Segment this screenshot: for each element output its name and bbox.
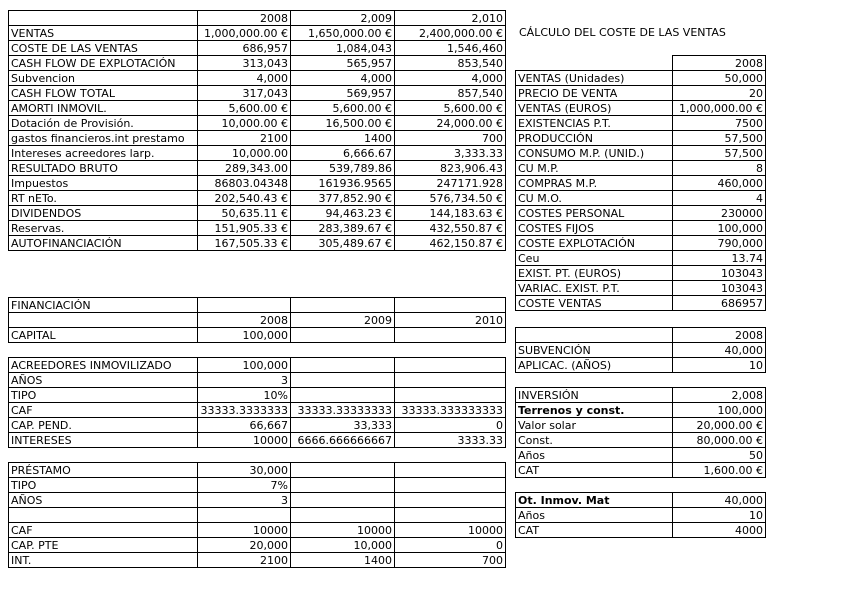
table-cell: 66,667 bbox=[249, 419, 288, 432]
table-cell: 161936.9565 bbox=[318, 177, 392, 190]
column-header: 2008 bbox=[735, 57, 763, 70]
table-cell: 10,000 bbox=[353, 539, 392, 552]
row-label: Terrenos y const. bbox=[518, 404, 625, 417]
column-header: 2008 bbox=[260, 314, 288, 327]
row-label: TIPO bbox=[11, 389, 37, 402]
table-cell bbox=[395, 478, 505, 493]
row-label: VENTAS bbox=[11, 27, 55, 40]
table-cell: 4,000 bbox=[360, 72, 392, 85]
table-cell: 86803.04348 bbox=[214, 177, 288, 190]
row-label: Valor solar bbox=[518, 419, 576, 432]
table-cell: 10000 bbox=[357, 524, 392, 537]
row-label: CAT bbox=[518, 524, 540, 537]
row-label: VARIAC. EXIST. P.T. bbox=[518, 282, 620, 295]
grid-line bbox=[505, 10, 506, 251]
row-label: CAP. PEND. bbox=[11, 419, 72, 432]
table-cell: 1400 bbox=[364, 132, 392, 145]
table-cell: 33333.33333333 bbox=[297, 404, 392, 417]
table-cell bbox=[198, 508, 290, 523]
table-cell: 40,000 bbox=[724, 344, 763, 357]
row-label: INTERESES bbox=[11, 434, 72, 447]
table-cell: 0 bbox=[496, 419, 503, 432]
table-cell: 16,500.00 € bbox=[325, 117, 392, 130]
table-cell: 40,000 bbox=[724, 494, 763, 507]
table-cell: 10 bbox=[749, 509, 763, 522]
row-label: COSTE EXPLOTACIÓN bbox=[518, 237, 636, 250]
table-cell: 10000 bbox=[468, 524, 503, 537]
table-cell: 857,540 bbox=[457, 87, 503, 100]
table-cell: 100,000 bbox=[717, 404, 763, 417]
row-label: AÑOS bbox=[11, 374, 43, 387]
table-cell: 100,000 bbox=[717, 222, 763, 235]
table-cell bbox=[395, 373, 505, 388]
row-label: COSTE DE LAS VENTAS bbox=[11, 42, 138, 55]
section-title: FINANCIACIÓN bbox=[11, 299, 91, 312]
row-label: SUBVENCIÓN bbox=[518, 344, 591, 357]
table-cell: 80,000.00 € bbox=[696, 434, 763, 447]
table-cell: 289,343.00 bbox=[225, 162, 288, 175]
table-cell: 20,000 bbox=[249, 539, 288, 552]
table-cell: 20,000.00 € bbox=[696, 419, 763, 432]
row-label: CAF bbox=[11, 524, 33, 537]
table-cell: 1400 bbox=[364, 554, 392, 567]
table-cell: 100,000 bbox=[242, 329, 288, 342]
table-cell: 700 bbox=[482, 132, 503, 145]
table-cell bbox=[291, 508, 394, 523]
table-cell: 0 bbox=[496, 539, 503, 552]
column-header: 2,009 bbox=[360, 12, 392, 25]
table-cell: 103043 bbox=[721, 282, 763, 295]
table-cell: 10,000.00 bbox=[232, 147, 288, 160]
table-cell: 50 bbox=[749, 449, 763, 462]
table-cell: 4,000 bbox=[256, 72, 288, 85]
column-header: 2008 bbox=[735, 329, 763, 342]
row-label: CU M.O. bbox=[518, 192, 562, 205]
row-label: PRECIO DE VENTA bbox=[518, 87, 618, 100]
table-cell: 5,600.00 € bbox=[332, 102, 392, 115]
row-label: RT nETo. bbox=[11, 192, 57, 205]
table-cell bbox=[291, 388, 394, 403]
table-cell: 33,333 bbox=[353, 419, 392, 432]
row-label: COMPRAS M.P. bbox=[518, 177, 598, 190]
row-label: VENTAS (EUROS) bbox=[518, 102, 612, 115]
table-cell: 6666.666666667 bbox=[297, 434, 392, 447]
table-cell: 100,000 bbox=[242, 359, 288, 372]
row-label: Años bbox=[518, 509, 545, 522]
table-cell: 2,008 bbox=[731, 389, 763, 402]
row-label: PRÉSTAMO bbox=[11, 464, 71, 477]
row-label: COSTE VENTAS bbox=[518, 297, 602, 310]
table-cell: 247171.928 bbox=[436, 177, 503, 190]
table-cell bbox=[395, 508, 505, 523]
table-cell: 24,000.00 € bbox=[436, 117, 503, 130]
row-label: Subvencion bbox=[11, 72, 75, 85]
grid-line bbox=[505, 462, 506, 568]
table-cell: 10 bbox=[749, 359, 763, 372]
table-cell: 6,666.67 bbox=[343, 147, 392, 160]
table-cell: 167,505.33 € bbox=[214, 237, 288, 250]
page-title: CÁLCULO DEL COSTE DE LAS VENTAS bbox=[519, 26, 726, 39]
row-label: COSTES PERSONAL bbox=[518, 207, 625, 220]
row-label: CAF bbox=[11, 404, 33, 417]
row-label: Const. bbox=[518, 434, 553, 447]
table-cell: 10000 bbox=[253, 434, 288, 447]
table-cell: 94,463.23 € bbox=[325, 207, 392, 220]
table-cell: 317,043 bbox=[242, 87, 288, 100]
table-cell: 823,906.43 bbox=[440, 162, 503, 175]
table-cell: 686,957 bbox=[242, 42, 288, 55]
table-cell bbox=[395, 493, 505, 508]
column-header: 2009 bbox=[364, 314, 392, 327]
row-label: CAP. PTE bbox=[11, 539, 59, 552]
table-cell: 7500 bbox=[735, 117, 763, 130]
table-cell: 4 bbox=[756, 192, 763, 205]
table-cell: 8 bbox=[756, 162, 763, 175]
table-cell bbox=[395, 358, 505, 373]
row-label: Ceu bbox=[518, 252, 540, 265]
table-cell: 4,000 bbox=[471, 72, 503, 85]
table-cell: 4000 bbox=[735, 524, 763, 537]
row-label: PRODUCCIÓN bbox=[518, 132, 593, 145]
table-cell: 33333.3333333 bbox=[200, 404, 288, 417]
table-cell: 3 bbox=[281, 374, 288, 387]
row-label: VENTAS (Unidades) bbox=[518, 72, 625, 85]
grid-line bbox=[765, 70, 766, 311]
table-cell: 3 bbox=[281, 494, 288, 507]
row-label: ACREEDORES INMOVILIZADO bbox=[11, 359, 172, 372]
row-label: INVERSIÓN bbox=[518, 389, 579, 402]
row-label: EXIST. PT. (EUROS) bbox=[518, 267, 622, 280]
table-cell: 20 bbox=[749, 87, 763, 100]
table-cell bbox=[291, 478, 394, 493]
table-cell: 103043 bbox=[721, 267, 763, 280]
table-cell bbox=[291, 493, 394, 508]
row-label: gastos financieros.int prestamo bbox=[11, 132, 185, 145]
column-header: 2010 bbox=[475, 314, 503, 327]
table-cell bbox=[395, 463, 505, 478]
grid-line bbox=[765, 492, 766, 538]
table-cell bbox=[395, 388, 505, 403]
table-cell: 790,000 bbox=[717, 237, 763, 250]
row-label: AMORTI INMOVIL. bbox=[11, 102, 107, 115]
row-label: AÑOS bbox=[11, 494, 43, 507]
table-cell: 283,389.67 € bbox=[318, 222, 392, 235]
table-cell: 853,540 bbox=[457, 57, 503, 70]
table-cell: 377,852.90 € bbox=[318, 192, 392, 205]
table-cell: 10% bbox=[263, 389, 288, 402]
table-cell: 3,333.33 bbox=[454, 147, 503, 160]
table-cell: 313,043 bbox=[242, 57, 288, 70]
table-cell: 57,500 bbox=[724, 132, 763, 145]
table-cell: 13.74 bbox=[731, 252, 763, 265]
column-header: 2,010 bbox=[471, 12, 503, 25]
row-label: CONSUMO M.P. (UNID.) bbox=[518, 147, 645, 160]
row-label: COSTES FIJOS bbox=[518, 222, 594, 235]
row-label: CAPITAL bbox=[11, 329, 56, 342]
row-label: AUTOFINANCIACIÓN bbox=[11, 237, 122, 250]
table-cell: 700 bbox=[482, 554, 503, 567]
table-cell bbox=[291, 328, 394, 343]
table-cell: 305,489.67 € bbox=[318, 237, 392, 250]
row-label: Intereses acreedores larp. bbox=[11, 147, 155, 160]
table-cell: 230000 bbox=[721, 207, 763, 220]
table-cell: 569,957 bbox=[346, 87, 392, 100]
table-cell: 1,084,043 bbox=[336, 42, 392, 55]
table-cell: 7% bbox=[270, 479, 288, 492]
table-cell: 50,635.11 € bbox=[221, 207, 288, 220]
table-cell: 432,550.87 € bbox=[429, 222, 503, 235]
table-cell bbox=[395, 328, 505, 343]
table-cell: 1,600.00 € bbox=[703, 464, 763, 477]
table-cell: 539,789.86 bbox=[329, 162, 392, 175]
table-cell: 2,400,000.00 € bbox=[419, 27, 503, 40]
table-cell: 202,540.43 € bbox=[214, 192, 288, 205]
row-label: TIPO bbox=[11, 479, 37, 492]
grid-line bbox=[505, 297, 506, 343]
row-label bbox=[9, 508, 197, 523]
row-label: APLICAC. (AÑOS) bbox=[518, 359, 612, 372]
table-cell: 3333.33 bbox=[457, 434, 503, 447]
table-cell: 1,546,460 bbox=[447, 42, 503, 55]
row-label: CASH FLOW DE EXPLOTACIÓN bbox=[11, 57, 176, 70]
table-cell: 30,000 bbox=[249, 464, 288, 477]
table-cell: 1,000,000.00 € bbox=[679, 102, 763, 115]
table-cell: 151,905.33 € bbox=[214, 222, 288, 235]
table-cell bbox=[291, 358, 394, 373]
row-label: Ot. Inmov. Mat bbox=[518, 494, 610, 507]
row-label: EXISTENCIAS P.T. bbox=[518, 117, 611, 130]
table-cell: 2100 bbox=[260, 554, 288, 567]
row-label: CAT bbox=[518, 464, 540, 477]
table-cell: 33333.333333333 bbox=[401, 404, 503, 417]
row-label: Reservas. bbox=[11, 222, 65, 235]
grid-line bbox=[505, 357, 506, 448]
table-cell: 1,000,000.00 € bbox=[204, 27, 288, 40]
table-cell: 10000 bbox=[253, 524, 288, 537]
grid-line bbox=[765, 387, 766, 478]
grid-line bbox=[765, 55, 766, 71]
table-cell bbox=[291, 373, 394, 388]
row-label: INT. bbox=[11, 554, 32, 567]
table-cell: 1,650,000.00 € bbox=[308, 27, 392, 40]
row-label: RESULTADO BRUTO bbox=[11, 162, 118, 175]
row-label: Dotación de Provisión. bbox=[11, 117, 134, 130]
row-label: Impuestos bbox=[11, 177, 69, 190]
table-cell: 50,000 bbox=[724, 72, 763, 85]
table-cell: 686957 bbox=[721, 297, 763, 310]
table-cell: 57,500 bbox=[724, 147, 763, 160]
grid-line bbox=[765, 327, 766, 373]
table-cell: 462,150.87 € bbox=[429, 237, 503, 250]
table-cell: 460,000 bbox=[717, 177, 763, 190]
row-label: DIVIDENDOS bbox=[11, 207, 82, 220]
table-cell bbox=[291, 463, 394, 478]
table-cell: 144,183.63 € bbox=[429, 207, 503, 220]
table-cell: 576,734.50 € bbox=[429, 192, 503, 205]
row-label: Años bbox=[518, 449, 545, 462]
table-cell: 565,957 bbox=[346, 57, 392, 70]
row-label: CASH FLOW TOTAL bbox=[11, 87, 115, 100]
column-header: 2008 bbox=[260, 12, 288, 25]
table-cell: 5,600.00 € bbox=[443, 102, 503, 115]
table-cell: 2100 bbox=[260, 132, 288, 145]
table-cell: 5,600.00 € bbox=[228, 102, 288, 115]
row-label: CU M.P. bbox=[518, 162, 559, 175]
table-cell: 10,000.00 € bbox=[221, 117, 288, 130]
